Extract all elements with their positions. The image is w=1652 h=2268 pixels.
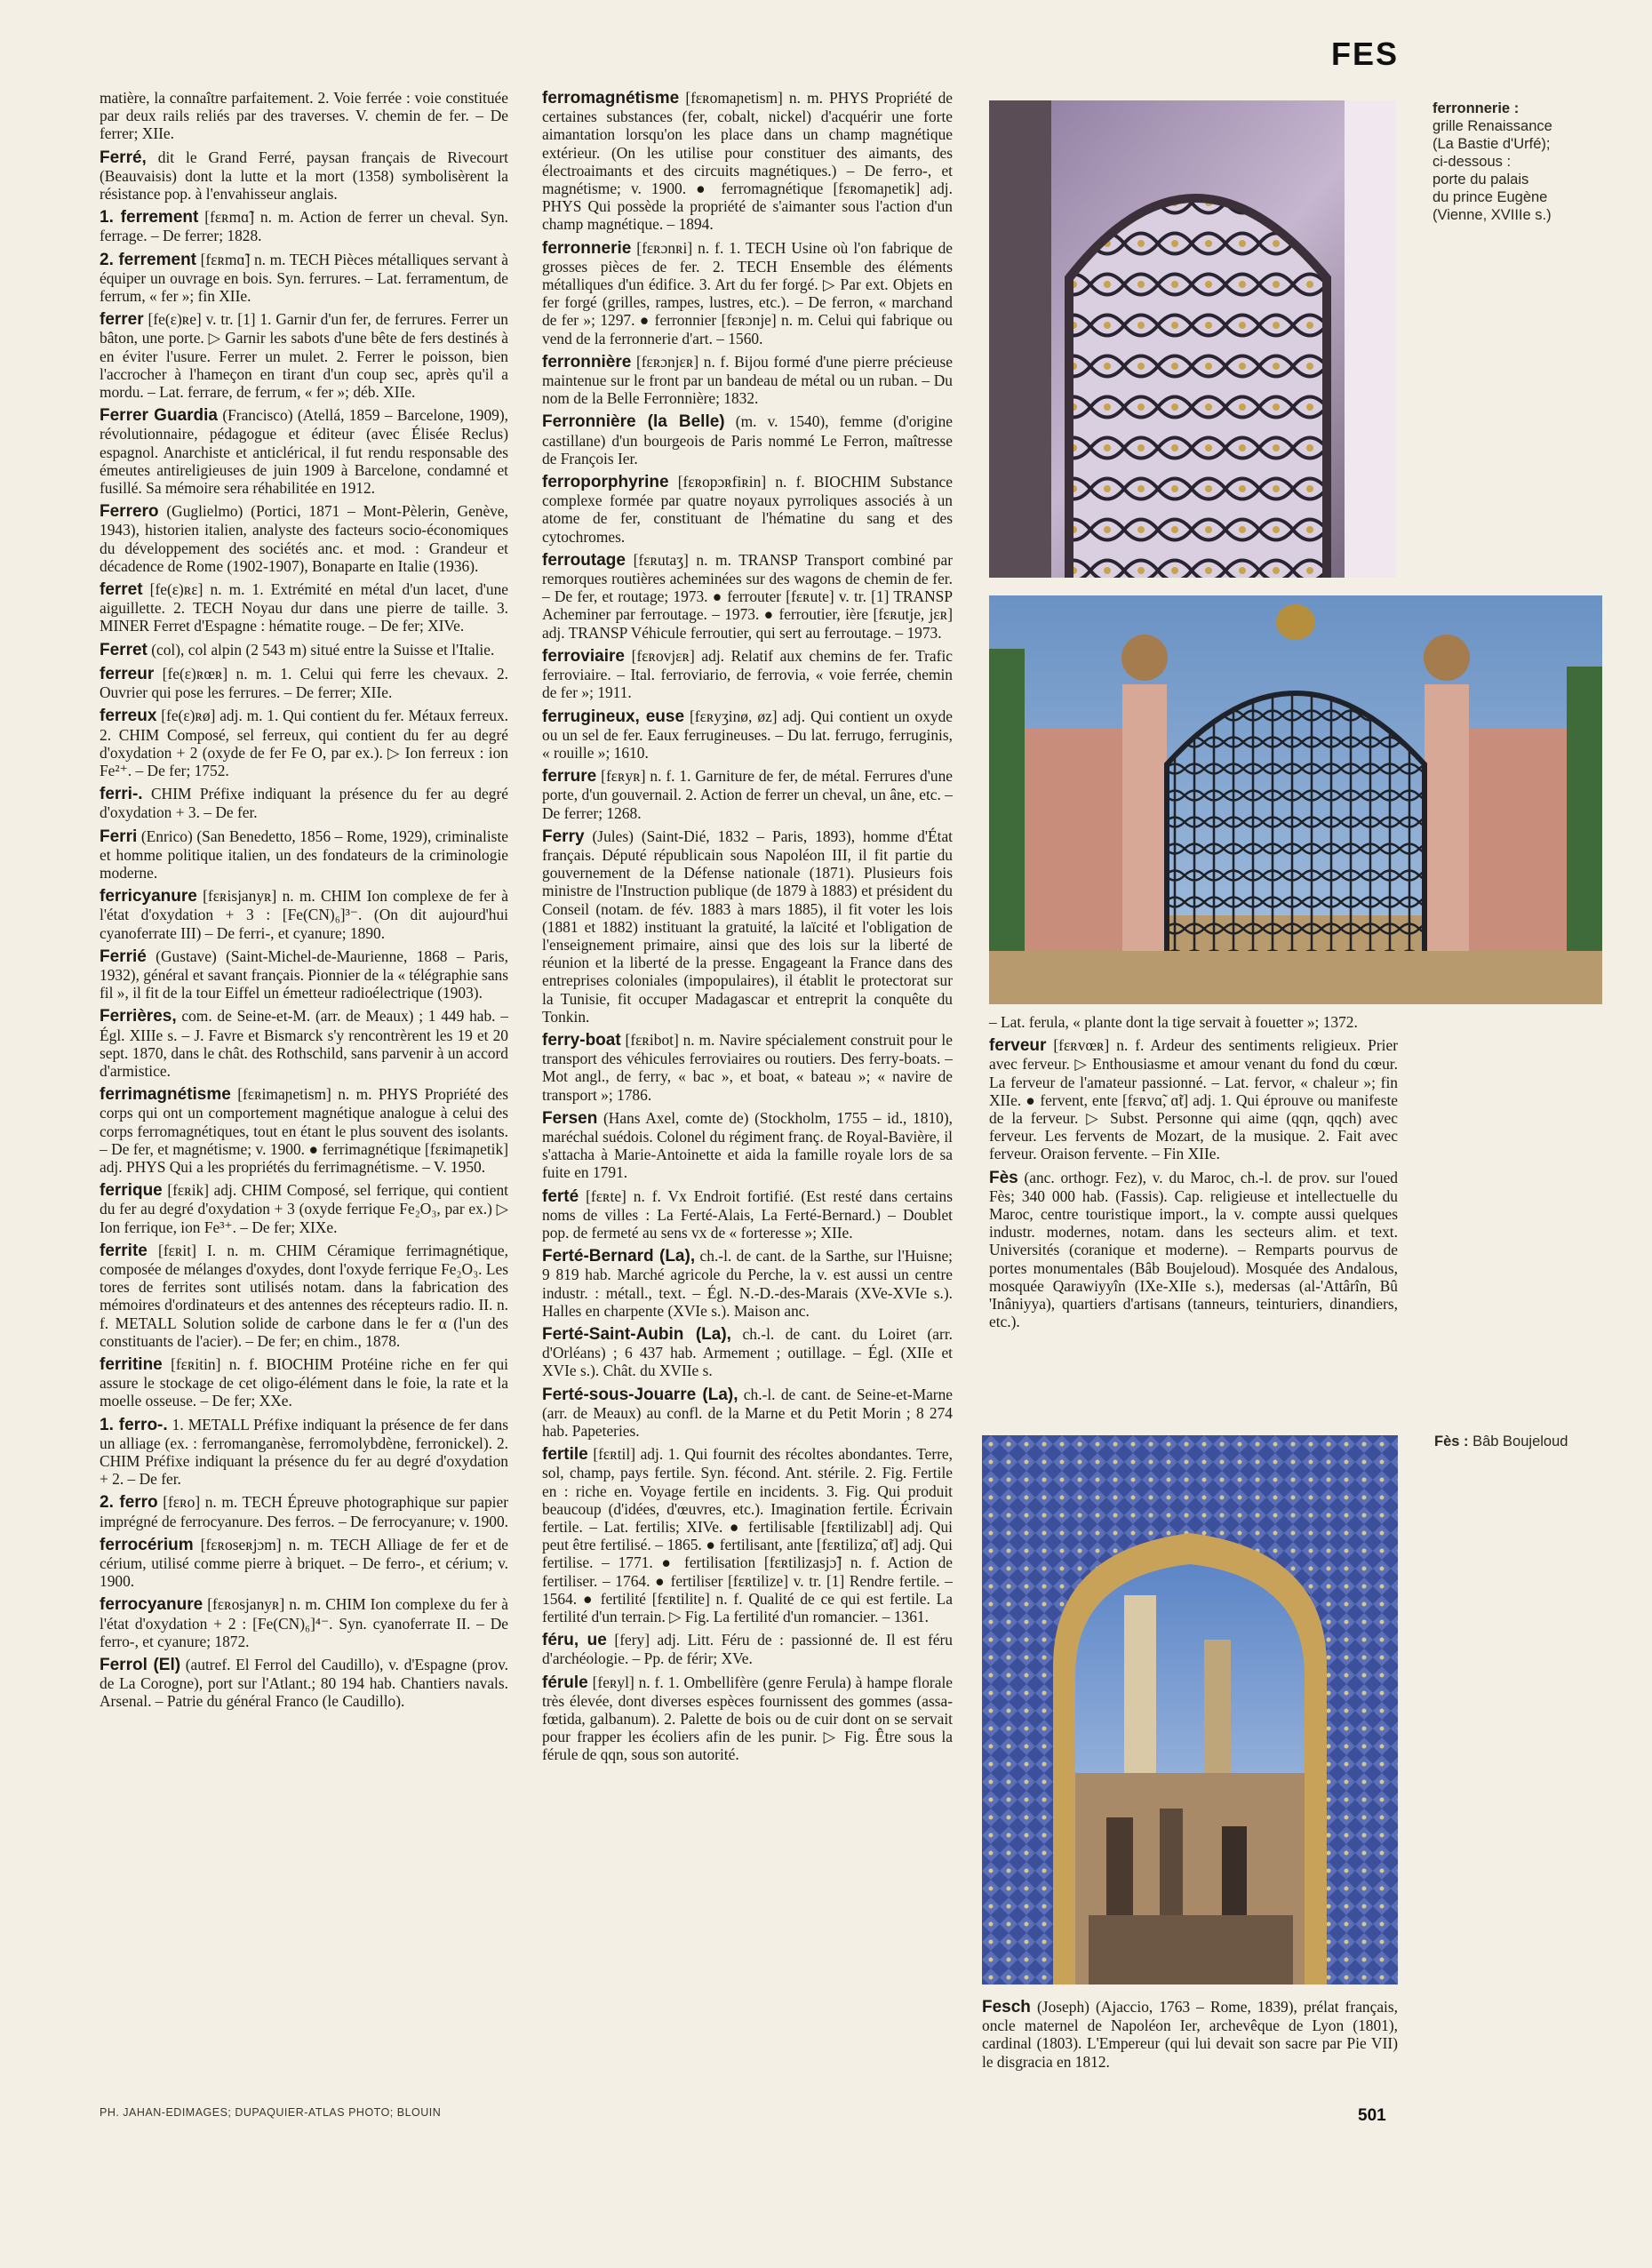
dictionary-entry xyxy=(542,412,953,467)
photo-palace-gate xyxy=(989,595,1602,1004)
caption-fes-title: Fès : xyxy=(1434,1433,1469,1449)
caption-ferronnerie-line: du prince Eugène xyxy=(1433,189,1548,205)
entry-definition: [feʀyl] n. f. 1. Ombellifère (genre Ferula) à hampe florale très élevée, dont diverses espèces fournissent des gommes (assa-fœtida, galbanum). 2. Palette de bois ou de cuir dont on se servait pour frapper les écoliers afin de les punir. ▷ Fig. Être sous la férule de qqn, sous son autorité. xyxy=(542,1673,953,1764)
entry-headword: Ferrero xyxy=(100,502,159,522)
entry-definition: CHIM Préfixe indiquant la présence du fer au degré d'oxydation + 3. – De fer. xyxy=(100,785,508,822)
entry-definition: [fɛʀɔnʀi] n. f. 1. TECH Usine où l'on fabrique de grosses pièces de fer. 2. TECH Ensemble des éléments métalliques d'un édifice. 3. Art du fer forgé. ▷ Par ext. Objets en fer forgé (grilles, rampes, lustres, etc.). – De ferron, « marchand de fer »; 1297. ● ferronnier [fɛʀɔnje] n. m. Celui qui fabrique ou vend de la ferronnerie d'art. – 1560. xyxy=(542,238,953,347)
entry-headword: ferroporphyrine xyxy=(542,473,669,492)
entry-definition: (Guglielmo) (Portici, 1871 – Mont-Pèlerin, Genève, 1943), historien italien, analyste des facteurs socio-économiques du développement des sociétés anc. et mod. : Grandeur et décadence de Rome (1902-1907), Bonaparte en Italie (1936). xyxy=(100,502,508,575)
entry-headword: ferronnerie xyxy=(542,238,632,258)
entry-headword: ferrocyanure xyxy=(100,1595,204,1615)
dictionary-entry xyxy=(100,1656,508,1711)
dictionary-entry xyxy=(542,89,953,234)
entry-definition: [fe(ɛ)ʀø] adj. m. 1. Qui contient du fer. Métaux ferreux. 2. CHIM Composé, sel ferreux, qui contient du fer au degré d'oxydation + 2 (oxyde de fer Fe O, par ex.). ▷ Ion ferreux : ion Fe²⁺. – De fer; 1752. xyxy=(100,707,508,779)
entry-definition: [fɛʀomaɲetism] n. m. PHYS Propriété de certaines substances (fer, cobalt, nickel) d'acquérir une forte aimantation lorsqu'on les place dans un champ magnétique extérieur. (On les utilise pour constituer des aimants, des électroaimants et des circuits magnétiques.) – De ferro-, et magnétisme; v. 1900. ● ferromagnétique [fɛʀomaɲetik] adj. PHYS Qui possède la propriété de s'aimanter sous l'action d'un champ magnétique. – 1894. xyxy=(542,89,953,234)
entry-headword: 2. ferro xyxy=(100,1493,158,1513)
running-head: FES xyxy=(1330,36,1399,72)
entry-headword: 1. ferro-. xyxy=(100,1415,168,1434)
entry-definition: [fɛʀisjanyʀ] n. m. CHIM Ion complexe de fer à l'état d'oxydation + 3 : [Fe(CN)₆]³⁻. (On dit aujourd'hui cyanoferrate III) – De ferri-, et cyanure; 1890. xyxy=(100,887,508,942)
entry-headword: Ferté-sous-Jouarre (La), xyxy=(542,1385,738,1404)
entry-definition: [fɛʀovjɛʀ] adj. Relatif aux chemins de fer. Trafic ferroviaire. – Ital. ferroviario, de ferrovia, « voie ferrée, chemin de fer »; 1911. xyxy=(542,646,953,702)
dictionary-entry xyxy=(542,239,953,347)
dictionary-entry xyxy=(100,1242,508,1350)
caption-ferronnerie-line: (La Bastie d'Urfé); xyxy=(1433,136,1551,152)
entry-definition: com. de Seine-et-M. (arr. de Meaux) ; 1 449 hab. – Égl. XIIIe s. – J. Favre et Bismarck s'y rencontrèrent les 19 et 20 sept. 1870, dans le chât. des Rothschild, sans parvenir à un accord d'armistice. xyxy=(100,1007,508,1080)
dictionary-entry xyxy=(542,473,953,546)
caption-ferronnerie xyxy=(1433,100,1610,224)
dictionary-entry xyxy=(100,148,508,204)
entry-definition: (col), col alpin (2 543 m) situé entre la Suisse et l'Italie. xyxy=(151,640,495,659)
entry-headword: ferrer xyxy=(100,310,144,330)
entry-definition: [fɛʀitin] n. f. BIOCHIM Protéine riche en fer qui assure le stockage de cet oligo-élément dans le foie, la rate et la moelle osseuse. – De fer; XXe. xyxy=(100,1355,508,1410)
dictionary-entry xyxy=(100,641,508,659)
entry-headword: Ferté-Saint-Aubin (La), xyxy=(542,1325,731,1344)
column-left xyxy=(100,89,508,1716)
dictionary-entry xyxy=(542,707,953,763)
dictionary-entry xyxy=(100,707,508,779)
dictionary-entry xyxy=(100,665,508,701)
entry-headword: Ferrières, xyxy=(100,1007,177,1026)
dictionary-entry xyxy=(542,1031,953,1104)
entry-definition: ch.-l. de cant. de la Sarthe, sur l'Huisne; 9 819 hab. Marché agricole du Perche, la v. est aussi un centre industr. : métall., text. – Égl. N.-D.-des-Marais (XVe-XVIe s.). Halles en charpente (XVIe s.). Maison anc. xyxy=(542,1247,953,1320)
entry-headword: ferry-boat xyxy=(542,1030,621,1050)
entry-definition: [fɛʀibot] n. m. Navire spécialement construit pour le transport des véhicules ferroviaires ou routiers. Des ferry-boats. – Mot angl., de ferry, « bac », et boat, « bateau »; « navire de transport »; 1786. xyxy=(542,1030,953,1104)
dictionary-entry xyxy=(989,1036,1398,1162)
dictionary-entry xyxy=(542,827,953,1026)
entry-headword: ferrocérium xyxy=(100,1535,194,1554)
entry-headword: Fès xyxy=(989,1168,1018,1187)
dictionary-entry xyxy=(542,1109,953,1182)
entry-definition: [fe(ɛ)ʀe] v. tr. [1] 1. Garnir d'un fer, de ferrures. Ferrer un bâton, une porte. ▷ Garnir les sabots d'une bête de fers destinés à en éviter l'usure. Ferrer un mulet. 2. Ferrer le poisson, bien l'accrocher à l'hameçon en tirant d'un coup sec, après qu'il a mordu. – Lat. ferrare, de ferrum, « fer »; déb. XIIe. xyxy=(100,310,508,402)
entry-definition: [fɛʀoseʀjɔm] n. m. TECH Alliage de fer et de cérium, utilisé comme pierre à briquet. – De ferro-, et cérium; v. 1900. xyxy=(100,1535,508,1591)
entry-headword: Ferré, xyxy=(100,148,147,167)
dictionary-entry xyxy=(100,310,508,401)
entry-definition: [fɛʀyʒinø, øz] adj. Qui contient un oxyde ou un sel de fer. Eaux ferrugineuses. – Du lat. ferrugo, ferruginis, « rouille »; 1610. xyxy=(542,707,953,762)
entry-definition: (m. v. 1540), femme (d'origine castillane) d'un bourgeois de Paris nommé Le Ferron, maîtresse de François Ier. xyxy=(542,412,953,467)
photo-bab-boujeloud xyxy=(982,1435,1398,1984)
dictionary-entry xyxy=(100,502,508,575)
entry-headword: Ferronnière (la Belle) xyxy=(542,412,725,432)
dictionary-entry xyxy=(100,1355,508,1410)
caption-fes xyxy=(1434,1433,1648,1450)
caption-ferronnerie-title: ferronnerie : xyxy=(1433,100,1520,116)
entry-headword: fertile xyxy=(542,1445,588,1465)
caption-ferronnerie-line: ci-dessous : xyxy=(1433,154,1512,170)
dictionary-entry xyxy=(542,1386,953,1441)
dictionary-entry xyxy=(989,1169,1398,1331)
entry-definition: (anc. orthogr. Fez), v. du Maroc, ch.-l. de prov. sur l'oued Fès; 340 000 hab. (Fassis). Cap. religieuse et intellectuelle du Maroc, centre touristique import., la v. compte aussi quelques industr. modernes, notam. dans les secteurs alim. et text. Universités (coranique et moderne). – Remparts pourvus de portes monumentales (Bâb Boujeloud). Mosquée des Andalous, mosquée Qarawiyyîn (IXe-XIIe s.), medersas (al-'Attârîn, Bû 'Inâniyya), quartiers d'artisans (tanneurs, teinturiers, dinandiers, etc.). xyxy=(989,1168,1398,1331)
entry-headword: ferté xyxy=(542,1186,579,1206)
dictionary-entry xyxy=(100,887,508,942)
column-right-lower xyxy=(982,1998,1398,2076)
entry-definition: matière, la connaître parfaitement. 2. Voie ferrée : voie constituée par deux rails reliés par des traverses. V. chemin de fer. – De ferrer; XIIe. xyxy=(100,89,508,143)
entry-definition: [fɛʀopɔʀfiʀin] n. f. BIOCHIM Substance complexe formée par quatre noyaux pyrroliques associés à un atome de fer, constituant de l'hématine du sang et des cytochromes. xyxy=(542,473,953,546)
entry-headword: ferveur xyxy=(989,1036,1047,1056)
entry-definition: [fɛʀosjanyʀ] n. m. CHIM Ion complexe du fer à l'état d'oxydation + 2 : [Fe(CN)₆]⁴⁻. Syn. cyanoferrate II. – De ferro-, et cyanure; 1872. xyxy=(100,1595,508,1650)
entry-definition: (Gustave) (Saint-Michel-de-Maurienne, 1868 – Paris, 1932), général et savant français. Pionnier de la « télégraphie sans fil », il fit de la tour Eiffel un émetteur radioélectrique (1903). xyxy=(100,946,508,1002)
dictionary-entry xyxy=(989,1013,1398,1031)
entry-definition: [fɛʀmɑ̃] n. m. TECH Pièces métalliques servant à équiper un ouvrage en bois. Syn. ferrures. – Lat. ferramentum, de ferrum, « fer »; fin XIIe. xyxy=(100,250,508,306)
dictionary-entry xyxy=(100,251,508,306)
dictionary-entry xyxy=(100,827,508,882)
dictionary-entry xyxy=(542,767,953,822)
entry-definition: (autref. El Ferrol del Caudillo), v. d'Espagne (prov. de La Corogne), port sur l'Atlant.; 80 194 hab. Chantiers navals. Arsenal. – Patrie du général Franco (le Caudillo). xyxy=(100,1656,508,1711)
dictionary-entry xyxy=(100,1007,508,1080)
dictionary-entry xyxy=(542,647,953,702)
dictionary-entry xyxy=(100,1493,508,1529)
caption-ferronnerie-line: grille Renaissance xyxy=(1433,118,1552,134)
caption-ferronnerie-line: porte du palais xyxy=(1433,172,1529,188)
page-number: 501 xyxy=(1358,2106,1386,2125)
dictionary-entry xyxy=(542,1247,953,1320)
entry-headword: ferrique xyxy=(100,1181,163,1201)
dictionary-entry xyxy=(542,353,953,408)
entry-definition: (Joseph) (Ajaccio, 1763 – Rome, 1839), prélat français, oncle maternel de Napoléon Ier, archevêque de Lyon (1801), cardinal (1803). L'Empereur (qui lui devait son sacre par Pie VII) le disgracia en 1812. xyxy=(982,1998,1398,2071)
entry-headword: Ferrer Guardia xyxy=(100,406,218,426)
entry-headword: ferret xyxy=(100,580,143,600)
entry-definition: [fe(ɛ)ʀɛ] n. m. 1. Extrémité en métal d'un lacet, d'une aiguillette. 2. TECH Noyau dur dans une pierre de taille. 3. MINER Ferret d'Espagne : hématite rouge. – De fer; XIVe. xyxy=(100,580,508,635)
entry-definition: (Hans Axel, comte de) (Stockholm, 1755 – id., 1810), maréchal suédois. Colonel du régiment franç. de Royal-Bavière, il s'attacha à Marie-Antoinette et aida la famille royale lors de sa fuite en 1791. xyxy=(542,1108,953,1182)
photo-credit: PH. JAHAN-EDIMAGES; DUPAQUIER-ATLAS PHOTO; BLOUIN xyxy=(100,2106,442,2119)
dictionary-entry xyxy=(542,1631,953,1667)
entry-headword: ferrugineux, euse xyxy=(542,707,685,726)
entry-headword: férule xyxy=(542,1673,588,1692)
entry-headword: ferrimagnétisme xyxy=(100,1085,231,1105)
entry-definition: [fery] adj. Litt. Féru de : passionné de. Il est féru d'archéologie. – Pp. de férir; XVe. xyxy=(542,1631,953,1668)
dictionary-entry xyxy=(100,1181,508,1236)
entry-headword: Ferry xyxy=(542,827,585,846)
caption-fes-text: Bâb Boujeloud xyxy=(1472,1433,1568,1449)
entry-definition: [fɛʀvœʀ] n. f. Ardeur des sentiments religieux. Prier avec ferveur. ▷ Enthousiasme et amour venant du fond du cœur. La ferveur de l'amateur passionné. – Lat. fervor, « chaleur »; fin XIIe. ● fervent, ente [fɛʀvɑ̃, ɑ̃t] adj. 1. Qui éprouve ou manifeste de la ferveur. ▷ Subst. Personne qui aime (qqn, qqch) avec ferveur. Les fervents de Mozart, de la musique. 2. Fait avec ferveur. Oraison fervente. – Fin XIIe. xyxy=(989,1036,1398,1163)
caption-ferronnerie-line: (Vienne, XVIIIe s.) xyxy=(1433,207,1552,223)
entry-headword: ferricyanure xyxy=(100,887,197,906)
dictionary-entry xyxy=(100,1536,508,1591)
dictionary-entry xyxy=(100,1416,508,1489)
dictionary-entry xyxy=(100,1595,508,1650)
entry-definition: [fɛʀit] I. n. m. CHIM Céramique ferrimagnétique, composée de mélanges d'oxydes, dont l'oxyde ferrique Fe₂O₃. Les tores de ferrites sont utilisés notam. dans la fabrication des mémoires d'ordinateurs et des antennes des récepteurs radio. II. n. f. METALL Solution solide de carbone dans le fer α (l'un des constituants de l'acier). – De fer; en chim., 1878. xyxy=(100,1241,508,1350)
dictionary-entry xyxy=(542,551,953,642)
entry-definition: [fɛʀik] adj. CHIM Composé, sel ferrique, qui contient du fer au degré d'oxydation + 3 (oxyde ferrique Fe₂O₃, par ex.) ▷ Ion ferrique, ion Fe³⁺. – De fer; XIXe. xyxy=(100,1181,508,1236)
entry-definition: [fɛʀimaɲetism] n. m. PHYS Propriété des corps qui ont un comportement magnétique analogue à celui des corps ferromagnétiques, tout en étant le plus souvent des isolants. – De fer, et magnétisme; v. 1900. ● ferrimagnétique [fɛʀimaɲetik] adj. PHYS Qui a les propriétés du ferrimagnétisme. – V. 1950. xyxy=(100,1085,508,1176)
dictionary-entry xyxy=(542,1187,953,1242)
entry-headword: ferritine xyxy=(100,1355,163,1374)
entry-definition: [fɛʀutaʒ] n. m. TRANSP Transport combiné par remorques routières acheminées sur des wagons de chemin de fer. – De fer, et routage; 1973. ● ferrouter [fɛʀute] v. tr. [1] TRANSP Acheminer par ferroutage. – 1973. ● ferroutier, ière [fɛʀutje, jɛʀ] adj. TRANSP Véhicule ferroutier, qui sert au ferroutage. – 1973. xyxy=(542,550,953,642)
entry-headword: ferromagnétisme xyxy=(542,89,680,108)
entry-definition: dit le Grand Ferré, paysan français de Rivecourt (Beauvaisis) dont la lutte et la mort (1358) symbolisèrent la résistance pop. à l'envahisseur anglais. xyxy=(100,148,508,204)
dictionary-entry xyxy=(100,406,508,497)
entry-definition: [fɛʀɔnjɛʀ] n. f. Bijou formé d'une pierre précieuse maintenue sur le front par un bandeau de métal ou un ruban. – Du nom de la Belle Ferronnière; 1832. xyxy=(542,352,953,408)
dictionary-entry xyxy=(100,1085,508,1176)
entry-headword: féru, ue xyxy=(542,1631,607,1650)
entry-headword: ferri-. xyxy=(100,785,143,804)
entry-headword: Ferret xyxy=(100,640,148,659)
entry-headword: 2. ferrement xyxy=(100,250,197,269)
entry-definition: ch.-l. de cant. de Seine-et-Marne (arr. de Meaux) au confl. de la Marne et du Petit Morin ; 8 274 hab. Papeteries. xyxy=(542,1385,953,1441)
entry-definition: [fɛʀyʀ] n. f. 1. Garniture de fer, de métal. Ferrures d'une porte, d'un gouvernail. 2. Action de ferrer un cheval, un âne, etc. – De ferrer; 1268. xyxy=(542,767,953,822)
dictionary-entry xyxy=(982,1998,1398,2071)
entry-definition: [fɛʀo] n. m. TECH Épreuve photographique sur papier imprégné de ferrocyanure. Des ferros. – De ferrocyanure; v. 1900. xyxy=(100,1493,509,1530)
entry-headword: ferronnière xyxy=(542,352,632,371)
entry-headword: ferreux xyxy=(100,707,157,726)
entry-definition: (Francisco) (Atellá, 1859 – Barcelone, 1909), révolutionnaire, pédagogue et éditeur (avec Élisée Reclus) espagnol. Anarchiste et anticlérical, il fut rendu responsable des émeutes antireligieuses de juin 1909 à Barcelone, condamné et fusillé. Sa mémoire sera réhabilitée en 1912. xyxy=(100,406,508,498)
dictionary-entry xyxy=(542,1325,953,1380)
entry-headword: ferrite xyxy=(100,1241,148,1260)
entry-definition: ch.-l. de cant. du Loiret (arr. d'Orléans) ; 6 437 hab. Armement ; outillage. – Égl. (XIIe et XVIe s.). Chât. du XVIIe s. xyxy=(542,1325,954,1380)
entry-headword: Fesch xyxy=(982,1998,1031,2016)
entry-definition: (Jules) (Saint-Dié, 1832 – Paris, 1893), homme d'État français. Député républicain sous Napoléon III, il fit partie du gouvernement de la Défense nationale (1871). Plusieurs fois ministre de l'Instruction publique (de 1879 à 1883) et président du Conseil (notam. de fév. 1883 à mars 1885), il fit voter les lois (1881 et 1882) instituant la gratuité, la laïcité et l'obligation de l'enseignement primaire, ainsi que des lois sur la liberté de réunion et la liberté de la presse. Engageant la France dans des entreprises coloniales (impopulaires), il établit le protectorat sur la Tunisie, fit occuper Madagascar et entreprit la conquête du Tonkin. xyxy=(542,827,953,1026)
entry-definition: (Enrico) (San Benedetto, 1856 – Rome, 1929), criminaliste et homme politique italien, un des fondateurs de la criminologie moderne. xyxy=(100,827,508,882)
entry-headword: 1. ferrement xyxy=(100,208,199,228)
entry-definition: [fɛʀte] n. f. Vx Endroit fortifié. (Est resté dans certains noms de villes : La Ferté-Alais, La Ferté-Bernard.) – Doublet pop. de fermeté au sens vx de « forteresse »; XIIe. xyxy=(542,1186,953,1242)
entry-headword: Ferrié xyxy=(100,946,147,966)
entry-definition: [fɛʀmɑ̃] n. m. Action de ferrer un cheval. Syn. ferrage. – De ferrer; 1828. xyxy=(100,208,508,245)
dictionary-entry xyxy=(100,208,508,244)
dictionary-entry xyxy=(100,89,508,143)
entry-headword: Ferri xyxy=(100,827,138,846)
dictionary-entry xyxy=(542,1445,953,1625)
column-right-upper xyxy=(989,1013,1398,1336)
entry-headword: ferrure xyxy=(542,767,597,787)
entry-definition: [fɛʀtil] adj. 1. Qui fournit des récoltes abondantes. Terre, sol, champ, pays fertile. Syn. fécond. Ant. stérile. 2. Fig. Fertile en : riche en. Voyage fertile en incidents. 3. Fig. Qui produit beaucoup (d'idées, d'œuvres, etc.). Imagination fertile. Écrivain fertile. – Lat. fertilis; XIVe. ● fertilisable [fɛʀtilizabl] adj. Qui peut être fertilisé. – 1865. ● fertilisant, ante [fɛʀtilizɑ̃, ɑ̃t] adj. Qui fertilise. – 1771. ● fertilisation [fɛʀtilizasjɔ̃] n. f. Action de fertiliser. – 1764. ● fertiliser [fɛʀtilize] v. tr. [1] Rendre fertile. – 1564. ● fertilité [fɛʀtilite] n. f. Qualité de ce qui est fertile. La fertilité d'un terrain. ▷ Fig. La fertilité d'un romancier. – 1361. xyxy=(542,1445,953,1626)
entry-headword: ferroviaire xyxy=(542,646,625,666)
entry-definition: [fe(ɛ)ʀœʀ] n. m. 1. Celui qui ferre les chevaux. 2. Ouvrier qui pose les ferrures. – De ferrer; XIIe. xyxy=(100,664,508,702)
dictionary-entry xyxy=(100,785,508,821)
entry-headword: ferroutage xyxy=(542,550,626,570)
dictionary-entry xyxy=(100,580,508,635)
entry-headword: ferreur xyxy=(100,664,155,683)
column-middle xyxy=(542,89,953,1769)
entry-definition: – Lat. ferula, « plante dont la tige servait à fouetter »; 1372. xyxy=(989,1013,1358,1031)
dictionary-entry xyxy=(542,1673,953,1764)
photo-ferronnerie-grille xyxy=(989,100,1396,578)
entry-headword: Ferté-Bernard (La), xyxy=(542,1247,696,1266)
dictionary-entry xyxy=(100,947,508,1002)
entry-definition: 1. METALL Préfixe indiquant la présence de fer dans un alliage (ex. : ferromanganèse, ferromolybdène, ferronickel). 2. CHIM Préfixe indiquant la présence du fer au degré d'oxydation + 2. – De fer. xyxy=(100,1415,508,1489)
entry-headword: Fersen xyxy=(542,1108,598,1128)
entry-headword: Ferrol (El) xyxy=(100,1656,181,1675)
